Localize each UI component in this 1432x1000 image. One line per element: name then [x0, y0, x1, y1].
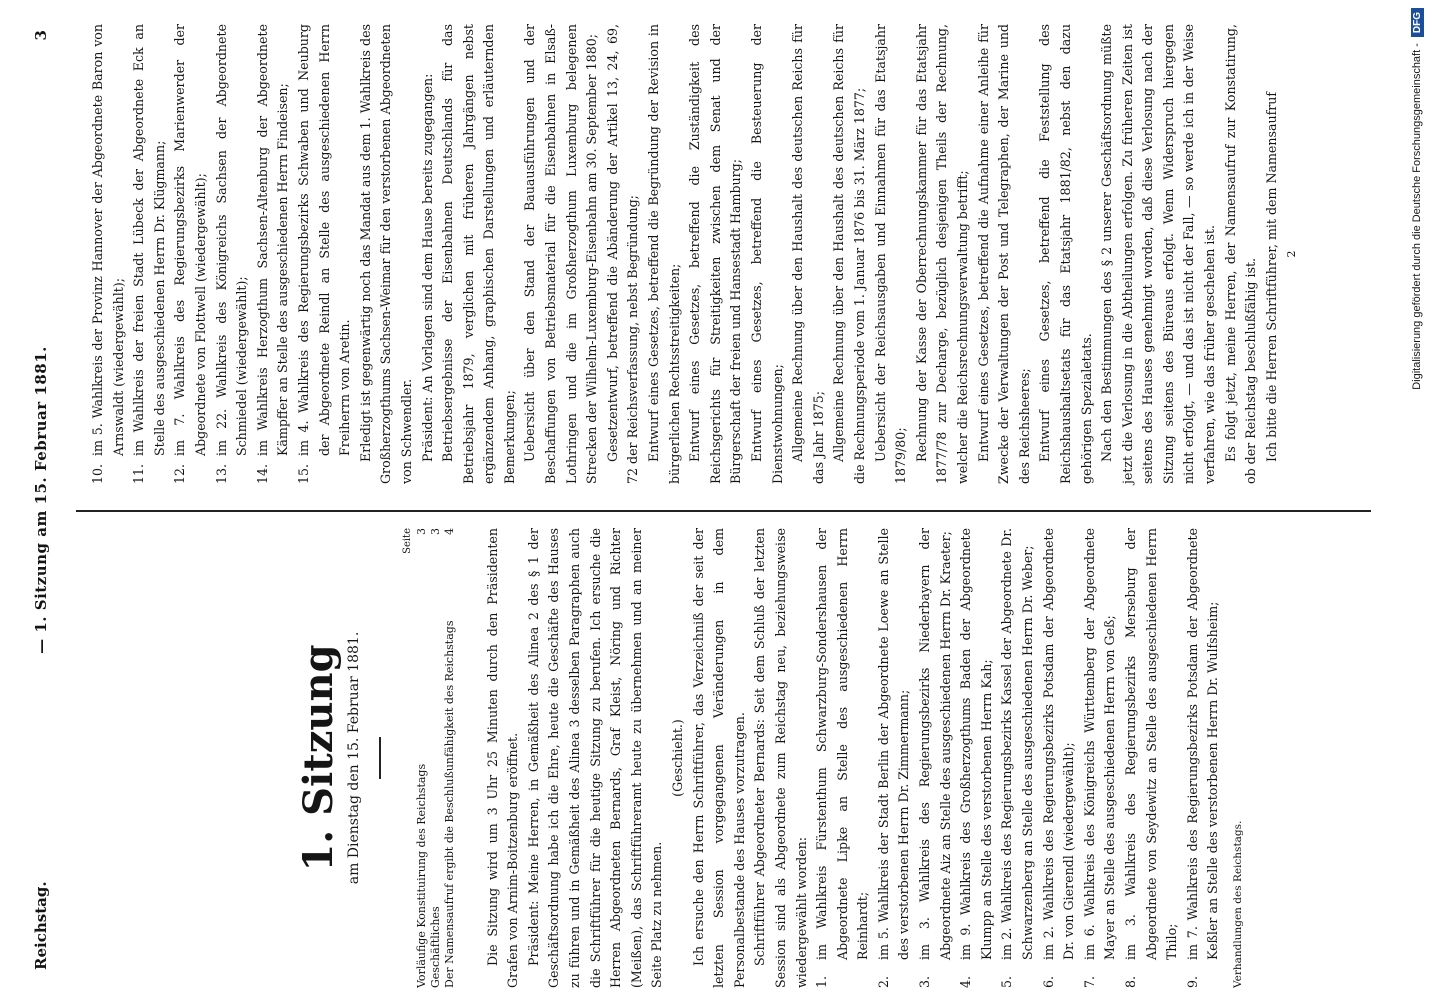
dfg-note-inner [1403, 0, 1431, 1000]
vorlage-item: Allgemeine Rechnung über den Haushalt des deutschen Reichs für das Jahr 1875; [790, 24, 826, 484]
toc-seite-label: Seite [401, 528, 413, 554]
toc-row [443, 528, 457, 988]
item-text: im 22. Wahlkreis des Königreichs Sachsen der Abgeordnete Schmiedel (wiedergewählt); [213, 24, 250, 456]
running-header [8, 30, 64, 970]
session-subtitle: am Dienstag den 15. Februar 1881. [346, 631, 362, 885]
item-number: 14. [254, 463, 270, 484]
item-text: im 6. Wahlkreis des Königreichs Württemberg der Abgeordnete Mayer an Stelle des ausgeschiedenen Herrn von Geß; [1081, 528, 1118, 960]
list-item [1121, 528, 1183, 988]
paragraph-schriftfuehrer: Schriftführer Abgeordneter Bernards: Seit dem Schluß der letzten Session sind als Abgeordnete zum Reichstag neu, beziehungsweise wiedergewählt worden: [752, 528, 809, 988]
item-number: 3. [917, 975, 933, 988]
item-number: 6. [1040, 975, 1056, 988]
vorlage-item: Uebersicht über den Stand der Bauausführungen und der Beschaffungen von Betriebsmaterial für die Eisenbahnen in Elsaß-Lothringen und die im Großherzogthum Luxemburg belegenen Strecken der Wilhelm-Luxemburg-Eisenbahn am 30. September 1880; [522, 24, 600, 484]
item-text: im Wahlkreis der freien Stadt Lübeck der Abgeordnete Eck an Stelle des ausgeschiedenen Herrn Dr. Klügmann; [131, 24, 167, 456]
toc-entry-page: 3 [414, 528, 428, 535]
toc-row [415, 528, 429, 988]
short-rule [379, 737, 381, 779]
paragraph-geschieht: (Geschieht.) [669, 719, 685, 797]
toc-entry-text: Der Namensaufruf ergibt die Beschlußunfähigkeit des Reichstags [442, 620, 456, 988]
list-item [170, 24, 211, 484]
item-text: im 2. Wahlkreis des Regierungsbezirks Kassel der Abgeordnete Dr. Schwarzenberg an Stelle des ausgeschiedenen Herrn Dr. Weber; [999, 528, 1036, 960]
list-item [88, 24, 129, 484]
header-page-number: 3 [32, 30, 50, 41]
item-number: 1. [814, 975, 830, 988]
list-item [253, 24, 294, 484]
table-of-contents [401, 528, 457, 988]
header-center: — 1. Sitzung am 15. Februar 1881. [32, 346, 50, 654]
toc-entry-text: Geschäftliches [428, 906, 442, 988]
item-number: 10. [90, 463, 105, 484]
vorlage-item: Entwurf eines Gesetzes, betreffend die Feststellung des Reichshaushaltsetats für das Etatsjahr 1881/82, nebst den dazu gehörigen Spezialetats. [1037, 24, 1094, 484]
vorlage-item: Entwurf eines Gesetzes, betreffend die Besteuerung der Dienstwohnungen; [749, 24, 785, 484]
item-text: im 3. Wahlkreis des Regierungsbezirks Merseburg der Abgeordnete von Seydewitz an Stelle des ausgeschiedenen Herrn Thilo; [1123, 528, 1180, 960]
item-number: 15. [295, 463, 311, 484]
item-number: 12. [172, 463, 188, 484]
item-text: im Wahlkreis Fürstenthum Schwarzburg-Sondershausen der Abgeordnete Lipke an Stelle des ausgeschiedenen Herrn Reinhardt; [814, 528, 871, 960]
vorlage-item: Entwurf eines Gesetzes, betreffend die Begründung der Revision in bürgerlichen Rechtsstreitigkeiten; [646, 24, 682, 484]
list-item [212, 24, 253, 484]
paragraph-opening: Die Sitzung wird um 3 Uhr 25 Minuten durch den Präsidenten Grafen von Arnim-Boitzenburg eröffnet. [484, 528, 521, 988]
vorlage-item: Allgemeine Rechnung über den Haushalt des deutschen Reichs für die Rechnungsperiode vom 1. Januar 1876 bis 31. März 1877; [831, 24, 867, 484]
page-footer: Verhandlungen des Reichstags. [1231, 820, 1244, 988]
item-text: im 5. Wahlkreis der Stadt Berlin der Abgeordnete Loewe an Stelle des verstorbenen Herrn Dr. Zimmermann; [875, 528, 912, 960]
vorlage-item: Entwurf eines Gesetzes, betreffend die Aufnahme einer Anleihe für Zwecke der Verwaltungen der Post und Telegraphen, der Marine und des Reichsheeres; [975, 24, 1032, 484]
item-number: 11. [131, 463, 147, 484]
paragraph-request: Ich ersuche den Herrn Schriftführer, das Verzeichniß der seit der letzten Session vorgegangenen Veränderungen in dem Personalbestande des Hauses vorzutragen. [690, 528, 747, 988]
list-item [997, 528, 1038, 988]
item-text: im 3. Wahlkreis des Regierungsbezirks Niederbayern der Abgeordnete Aiz an Stelle des ausgeschiedenen Herrn Dr. Kraeter; [917, 528, 953, 960]
dfg-logo: DFG [1411, 8, 1424, 37]
item-number: 4. [958, 975, 974, 988]
toc-entry-page: 3 [428, 528, 442, 535]
list-item [1080, 528, 1121, 988]
item-text: im Wahlkreis Herzogthum Sachsen-Altenburg der Abgeordnete Kämpffer an Stelle des ausgeschiedenen Herrn Findeisen; [254, 24, 291, 456]
session-title: 1. Sitzung [295, 644, 342, 872]
list-item [1039, 528, 1080, 988]
item-text: im 7. Wahlkreis des Regierungsbezirks Potsdam der Abgeordnete Keßler an Stelle des verstorbenen Herrn Dr. Wulfsheim; [1184, 528, 1221, 960]
list-item [1183, 528, 1224, 988]
item-number: 2. [875, 975, 891, 988]
vorlage-item: Gesetzentwurf, betreffend die Abänderung der Artikel 13, 24, 69, 72 der Reichsverfassung, nebst Begründung; [604, 24, 641, 484]
dfg-note-text: Digitalisierung gefördert durch die Deutsche Forschungsgemeinschaft - [1411, 43, 1423, 390]
list-item [294, 24, 356, 484]
column-divider [76, 510, 1371, 512]
item-text: im 4. Wahlkreis des Regierungsbezirks Schwaben und Neuburg der Abgeordnete Reindl an Stelle des ausgeschiedenen Herrn Freiherrn von Aretin. [295, 24, 353, 456]
list-item [956, 528, 997, 988]
vorlage-item: Betriebsergebnisse der Eisenbahnen Deutschlands für das Betriebsjahr 1879, verglichen mit früheren Jahrgängen nebst ergänzendem Anhang, graphischen Darstellungen und erläuternden Bemerkungen; [440, 24, 517, 484]
signature-mark: 2 [1285, 250, 1299, 258]
left-column [88, 528, 1249, 988]
paragraph-schriftfuehrer-bitte: Ich bitte die Herren Schriftführer, mit dem Namensaufruf [1263, 91, 1279, 462]
toc-row [429, 528, 443, 988]
right-column [88, 24, 1303, 484]
vorlage-item: Uebersicht der Reichsausgaben und Einnahmen für das Etatsjahr 1879/80; [872, 24, 909, 484]
item-text: im 2. Wahlkreis des Regierungsbezirks Potsdam der Abgeordnete Dr. von Gierendl (wiedergewählt); [1040, 528, 1077, 960]
vorlage-item: Entwurf eines Gesetzes, betreffend die Zuständigkeit des Reichsgerichts für Streitigkeiten zwischen dem Senat und der Bürgerschaft der freien und Hansestadt Hamburg; [687, 24, 744, 484]
item-number: 7. [1081, 975, 1097, 988]
list-item [915, 528, 956, 988]
item-text: im 9. Wahlkreis des Großherzogthums Baden der Abgeordnete Klumpp an Stelle des verstorbenen Herrn Kah; [958, 528, 994, 960]
list-item [129, 24, 170, 484]
item-text: im 5. Wahlkreis der Provinz Hannover der Abgeordnete Baron von Arnswaldt (wiedergewählt); [90, 24, 126, 456]
paragraph-president: Präsident: Meine Herren, in Gemäßheit des Alinea 2 des § 1 der Geschäftsordnung habe ich die Ehre, heute die Geschäfte des Hauses zu führen und in Gemäßheit des Alinea 3 desselben Paragraphen auch die Schriftführer für die heutige Sitzung zu berufen. Ich ersuche die Herren Abgeordneten Bernards, Graf Kleist, Nöring und Richter (Meißen), das Schriftführeramt heute zu übernehmen und an meiner Seite Platz zu nehmen. [525, 528, 665, 988]
dfg-margin-note [1403, 0, 1431, 1000]
header-left: Reichstag. [32, 881, 50, 970]
paragraph-namensaufruf: Es folgt jetzt, meine Herren, der Namensaufruf zur Konstatirung, ob der Reichstag beschlußfähig ist. [1222, 24, 1259, 484]
paragraph-verlosung: Nach den Bestimmungen des § 2 unserer Geschäftsordnung müßte jetzt die Verlosung in die Abtheilungen erfolgen. Zu früheren Zeiten ist seitens des Hauses genehmigt worden, daß diese Verlosung nach der Sitzung seitens des Büreaus erfolgt. Wenn Widerspruch hiergegen nicht erfolgt, — und das ist nicht der Fall, — so werde ich in der Weise verfahren, wie das früher geschehen ist. [1099, 24, 1218, 484]
paragraph-erledigt: Erledigt ist gegenwärtig noch das Mandat aus dem 1. Wahlkreis des Großherzogthums Sachsen-Weimar für den verstorbenen Abgeordneten von Schwendler. [357, 24, 414, 484]
item-number: 5. [999, 975, 1015, 988]
toc-entry-page: 4 [442, 528, 456, 535]
item-text: im 7. Wahlkreis des Regierungsbezirks Marienwerder der Abgeordnete von Flottwell (wiedergewählt); [172, 24, 208, 456]
paragraph-vorlagen-intro: Präsident: An Vorlagen sind dem Hause bereits zugegangen: [419, 73, 435, 462]
toc-entry-text: Vorläufige Konstituirung des Reichstags [414, 763, 428, 988]
item-number: 8. [1123, 975, 1138, 988]
item-number: 13. [213, 463, 229, 484]
list-item [874, 528, 915, 988]
vorlage-item: Rechnung der Kasse der Oberrechnungskammer für das Etatsjahr 1877/78 zur Decharge, bezüglich desjenigen Theils der Rechnung, welcher die Reichsrechnungsverwaltung betrifft; [913, 24, 970, 484]
list-item [812, 528, 874, 988]
item-number: 9. [1184, 975, 1200, 988]
